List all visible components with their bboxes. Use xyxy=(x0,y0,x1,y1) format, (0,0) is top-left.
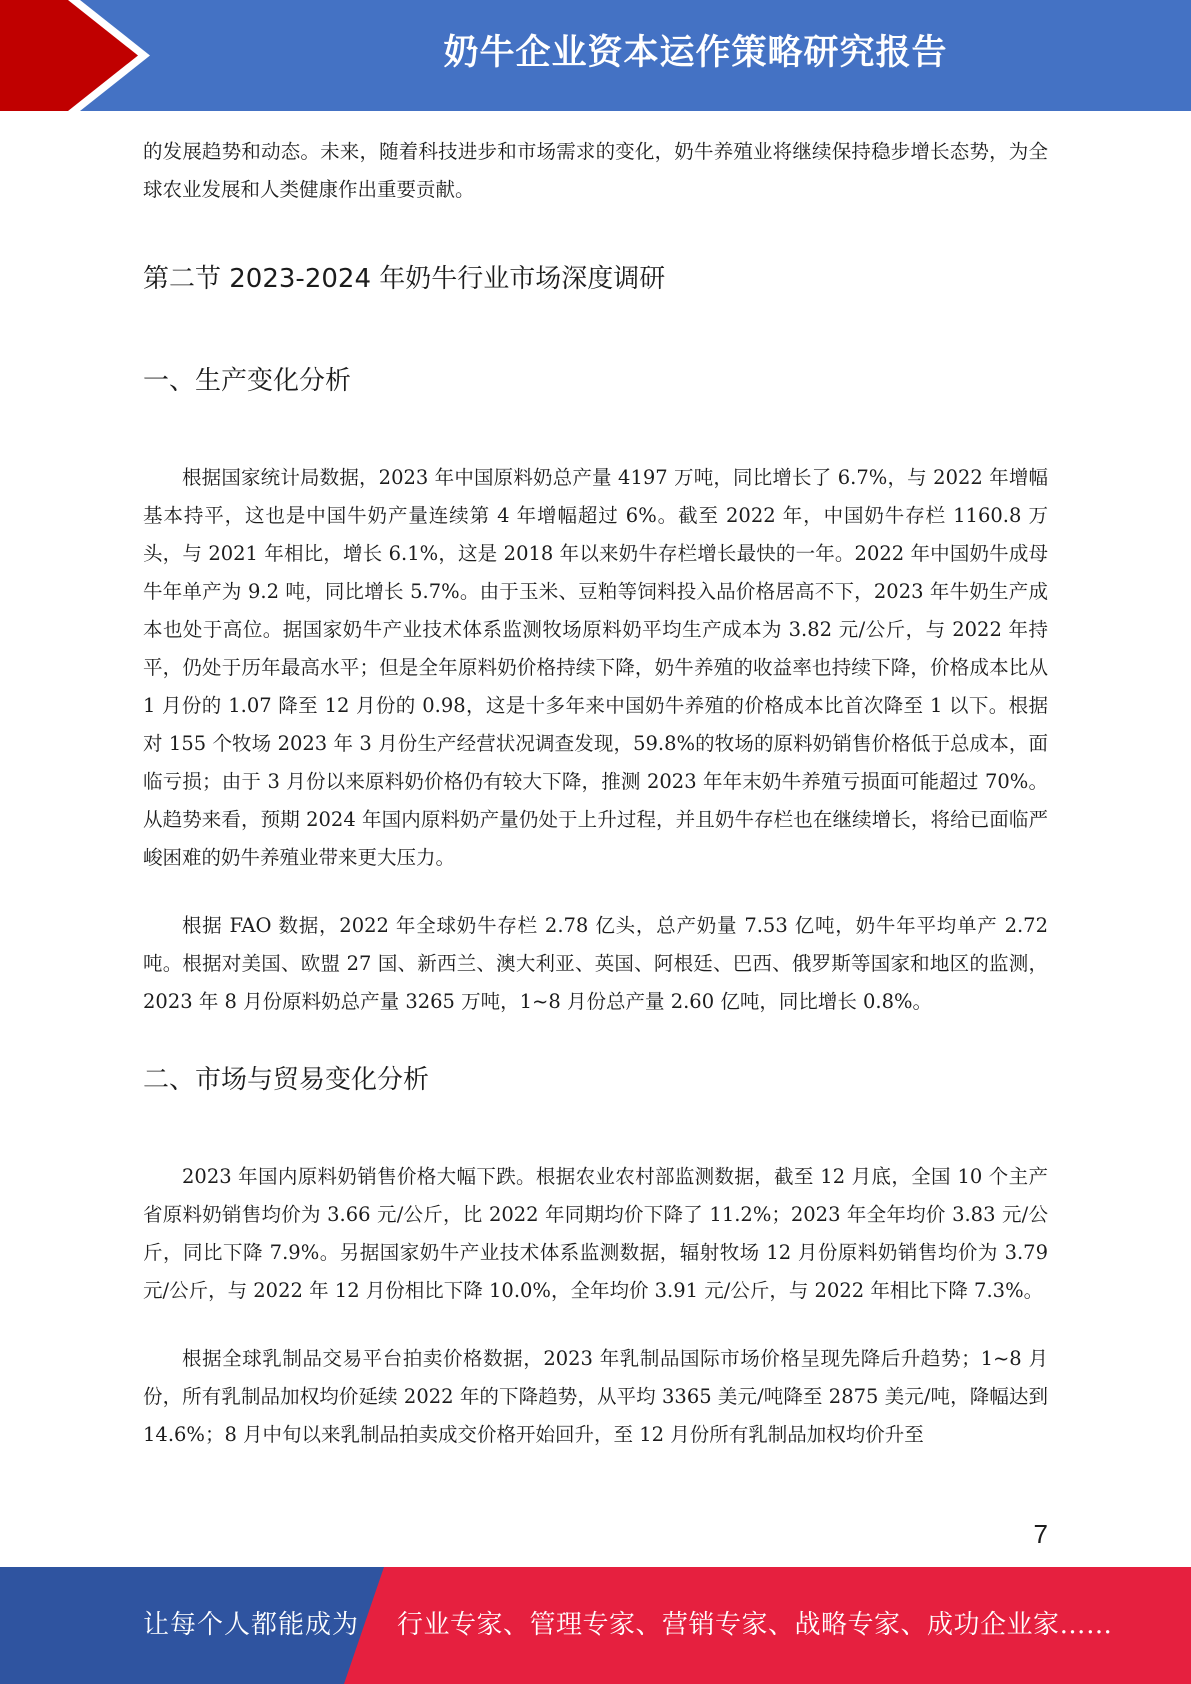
footer-slogan-left: 让每个人都能成为 xyxy=(143,1610,360,1640)
section-heading: 第二节 2023-2024 年奶牛行业市场深度调研 xyxy=(143,264,666,294)
paragraph-production-china: 根据国家统计局数据，2023 年中国原料奶总产量 4197 万吨，同比增长了 6.7%，与 2022 年增幅基本持平，这也是中国牛奶产量连续第 4 年增幅超过 6%。截至 2022 年，中国奶牛存栏 1160.8 万头，与 2021 年相比，增长 6.1%，这是 2018 年以来奶牛存栏增长最快的一年。2022 年中国奶牛成母牛年单产为 9.2 吨，同比增长 5.7%。由于玉米、豆粕等饲料投入品价格居高不下，2023 年牛奶生产成本也处于高位。据国家奶牛产业技术体系监测牧场原料奶平均生产成本为 3.82 元/公斤，与 2022 年持平，仍处于历年最高水平；但是全年原料奶价格持续下降，奶牛养殖的收益率也持续下降，价格成本比从 1 月份的 1.07 降至 12 月份的 0.98，这是十多年来中国奶牛养殖的价格成本比首次降至 1 以下。根据对 155 个牧场 2023 年 3 月份生产经营状况调查发现，59.8%的牧场的原料奶销售价格低于总成本，面临亏损；由于 3 月份以来原料奶价格仍有较大下降，推测 2023 年年末奶牛养殖亏损面可能超过 70%。从趋势来看，预期 2024 年国内原料奶产量仍处于上升过程，并且奶牛存栏也在继续增长，将给已面临严峻困难的奶牛养殖业带来更大压力。 xyxy=(143,466,1048,869)
continuation-paragraph: 的发展趋势和动态。未来，随着科技进步和市场需求的变化，奶牛养殖业将继续保持稳步增长态势，为全球农业发展和人类健康作出重要贡献。 xyxy=(143,140,1048,201)
page-number: 7 xyxy=(1033,1519,1048,1549)
paragraph-production-global: 根据 FAO 数据，2022 年全球奶牛存栏 2.78 亿头，总产奶量 7.53 亿吨，奶牛年平均单产 2.72 吨。根据对美国、欧盟 27 国、新西兰、澳大利亚、英国、阿根廷、巴西、俄罗斯等国家和地区的监测，2023 年 8 月份原料奶总产量 3265 万吨，1~8 月份总产量 2.60 亿吨，同比增长 0.8%。 xyxy=(143,914,1048,1013)
paragraph-market-domestic: 2023 年国内原料奶销售价格大幅下跌。根据农业农村部监测数据，截至 12 月底，全国 10 个主产省原料奶销售均价为 3.66 元/公斤，比 2022 年同期均价下降了 11.2%；2023 年全年均价 3.83 元/公斤，同比下降 7.9%。另据国家奶牛产业技术体系监测数据，辐射牧场 12 月份原料奶销售均价为 3.79 元/公斤，与 2022 年 12 月份相比下降 10.0%，全年均价 3.91 元/公斤，与 2022 年相比下降 7.3%。 xyxy=(143,1165,1048,1302)
page-header xyxy=(0,0,1191,111)
footer-slogan-right: 行业专家、管理专家、营销专家、战略专家、成功企业家…… xyxy=(397,1610,1113,1640)
report-title: 奶牛企业资本运作策略研究报告 xyxy=(443,33,948,73)
subsection-heading-production: 一、生产变化分析 xyxy=(143,366,352,396)
subsection-heading-market-trade: 二、市场与贸易变化分析 xyxy=(143,1065,430,1095)
paragraph-market-international: 根据全球乳制品交易平台拍卖价格数据，2023 年乳制品国际市场价格呈现先降后升趋势；1~8 月份，所有乳制品加权均价延续 2022 年的下降趋势，从平均 3365 美元/吨降至 2875 美元/吨，降幅达到 14.6%；8 月中旬以来乳制品拍卖成交价格开始回升，至 12 月份所有乳制品加权均价升至 xyxy=(143,1347,1048,1446)
header-red-chevron xyxy=(0,0,138,111)
page-footer xyxy=(0,1567,1191,1684)
page-content xyxy=(143,133,1048,1454)
